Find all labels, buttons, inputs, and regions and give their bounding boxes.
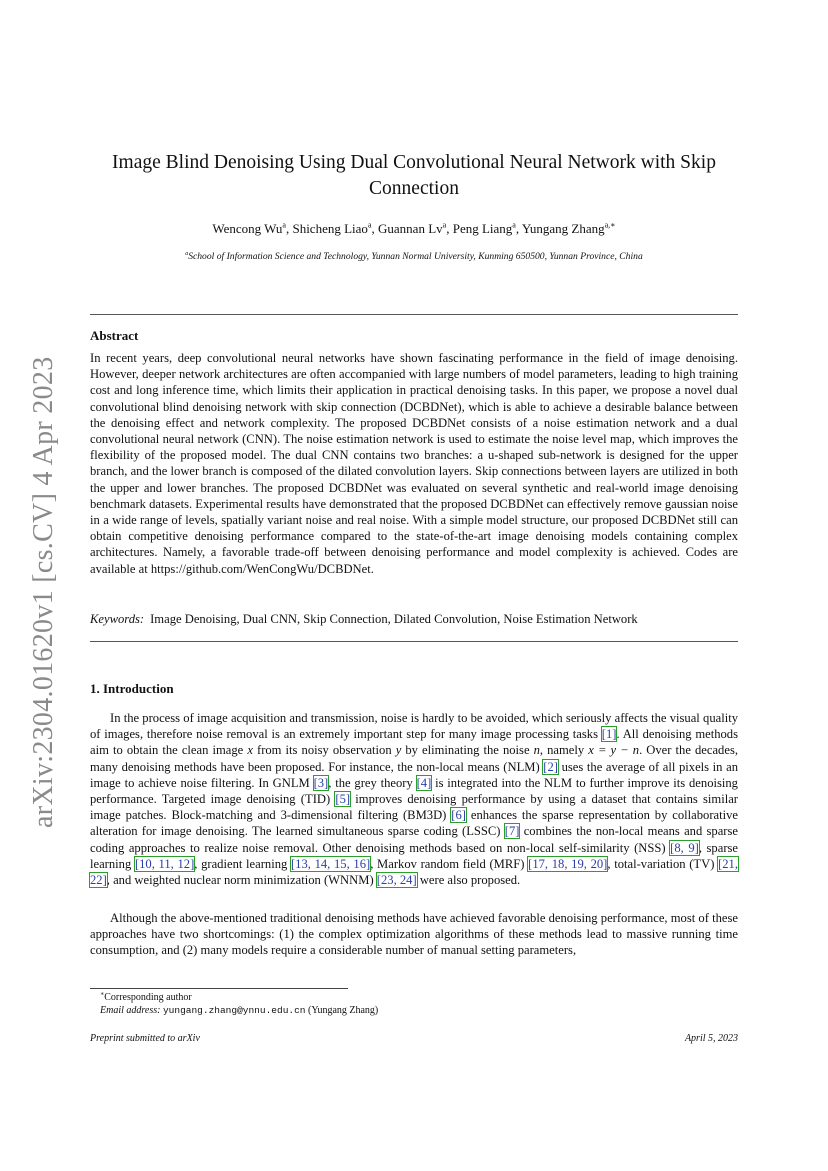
math-variable: y <box>395 743 402 758</box>
math-variable: n <box>533 743 540 758</box>
abstract-text: In recent years, deep convolutional neural networks have shown fascinating performance in the field of image denoising. However, deeper network architectures are often accompanied with large numbers of model parameters, leading to high training cost and long inference time, which limits their application in practical denoising tasks. In this paper, we propose a novel dual convolutional blind denoising network with skip connection (DCBDNet), which is able to achieve a desirable balance between the denoising effect and network complexity. The proposed DCBDNet consists of a noise estimation network and a dual convolutional neural network (CNN). The noise estimation network is used to estimate the noise level map, which improves the flexibility of the proposed model. The dual CNN contains two branches: a u-shaped sub-network is designed for the upper branch, and the lower branch is composed of the dilated convolution layers. Skip connections between layers are utilized in both the upper and lower branches. The proposed DCBDNet was evaluated on several synthetic and real-world image denoising benchmark datasets. Experimental results have demonstrated that the proposed DCBDNet can effectively remove gaussian noise in a wide range of levels, spatially variant noise and real noise. With a simple model structure, our proposed DCBDNet still can obtain competitive denoising performance compared to the state-of-the-art image denoising models containing complex architectures. Namely, a favorable trade-off between denoising performance and model complexity is achieved. Codes are available at https://github.com/WenCongWu/DCBDNet. <box>90 351 738 576</box>
email-owner: (Yungang Zhang) <box>308 1005 379 1016</box>
footer-date: April 5, 2023 <box>684 1033 738 1044</box>
citation-link[interactable]: [5] <box>335 792 351 807</box>
affiliation-mark: a <box>185 250 189 257</box>
citation-link[interactable]: [4] <box>416 775 432 790</box>
affiliation-text: School of Information Science and Technology, Yunnan Normal University, Kunming 650500, Yunnan Province, China <box>188 251 643 262</box>
citation-link[interactable]: [13, 14, 15, 16] <box>290 856 371 871</box>
arxiv-identifier: arXiv:2304.01620v1 [cs.CV] 4 Apr 2023 <box>28 356 59 828</box>
corresponding-author-note <box>90 991 738 1005</box>
abstract-bottom-rule <box>90 641 738 642</box>
citation-link[interactable]: [8, 9] <box>670 840 699 855</box>
citation-link[interactable]: [21, 22] <box>90 856 738 888</box>
author-name: Wencong Wu <box>212 221 283 236</box>
author-name: Guannan Lv <box>378 221 443 236</box>
author-list: Wencong Wu$^a$, Shicheng Liao$^a$, Guannan Lv$^a$, Peng Liang$^a$, Yungang Zhang$^{a,∗}$ <box>212 220 616 236</box>
paper-title: Image Blind Denoising Using Dual Convolutional Neural Network with Skip Connection <box>112 152 716 199</box>
introduction-heading: 1. Introduction <box>90 681 174 696</box>
author-name: Yungang Zhang <box>521 221 605 236</box>
author-affiliation-mark: a <box>512 220 516 230</box>
author-name: Peng Liang <box>452 221 513 236</box>
author-affiliation-mark: a,∗ <box>604 220 616 230</box>
email-note <box>90 1004 738 1018</box>
citation-link[interactable]: [6] <box>451 808 466 823</box>
citation-link[interactable]: [10, 11, 12] <box>134 856 195 871</box>
citation-link[interactable]: [17, 18, 19, 20] <box>528 856 608 871</box>
citation-link[interactable]: [2] <box>543 759 558 774</box>
keywords <box>90 611 738 627</box>
abstract-top-rule <box>90 314 738 315</box>
affiliation <box>100 250 728 264</box>
math-variable: x = y − n <box>588 743 640 758</box>
abstract-heading: Abstract <box>90 328 139 343</box>
introduction-paragraph-1: In the process of image acquisition and transmission, noise is hardly to be avoided, which seriously affects the visual quality of images, therefore noise removal is an extremely important step for many image processing tasks [1]. All denoising methods aim to obtain the clean image x from its noisy observation y by eliminating the noise n, namely x = y − n. Over the decades, many denoising methods have been proposed. For instance, the non-local means (NLM) [2] uses the average of all pixels in an image to achieve noise filtering. In GNLM [3], the grey theory [4] is integrated into the NLM to further improve its denoising performance. Targeted image denoising (TID) [5] improves denoising performance by using a dataset that contains similar image patches. Block-matching and 3-dimensional filtering (BM3D) [6] enhances the sparse representation by collaborative alteration for image denoising. The learned simultaneous sparse coding (LSSC) [7] combines the non-local means and sparse coding approaches to realize noise removal. Other denoising methods based on non-local self-similarity (NSS) [8, 9], sparse learning [10, 11, 12], gradient learning [13, 14, 15, 16], Markov random field (MRF) [17, 18, 19, 20], total-variation (TV) [21, 22], and weighted nuclear norm minimization (WNNM) [23, 24] were also proposed. <box>90 711 739 888</box>
author-name: Shicheng Liao <box>292 221 368 236</box>
citation-link[interactable]: [7] <box>504 824 520 839</box>
corresponding-mark: ∗ <box>100 990 105 998</box>
citation-link[interactable]: [1] <box>601 727 617 742</box>
author-affiliation-mark: a <box>442 220 447 230</box>
introduction-paragraph-2: Although the above-mentioned traditional denoising methods have achieved favorable denoising performance, most of these approaches have two shortcomings: (1) the complex optimization algorithms of these methods lead to massive running time consumption, and (2) many models require a considerable number of manual setting parameters, <box>90 911 738 958</box>
citation-link[interactable]: [23, 24] <box>376 873 417 888</box>
author-affiliation-mark: a <box>367 220 372 230</box>
email-address[interactable]: yungang.zhang@ynnu.edu.cn <box>162 1005 306 1016</box>
corresponding-text: Corresponding author <box>104 992 192 1003</box>
keywords-text: Image Denoising, Dual CNN, Skip Connection, Dilated Convolution, Noise Estimation Network <box>150 612 638 626</box>
author-affiliation-mark: a <box>282 220 286 230</box>
footnote-rule <box>90 988 348 989</box>
footer-preprint: Preprint submitted to arXiv <box>90 1033 200 1044</box>
email-label: Email address: <box>100 1005 161 1016</box>
keywords-label: Keywords: <box>90 612 145 626</box>
math-variable: x <box>247 743 253 758</box>
citation-link[interactable]: [3] <box>313 775 329 790</box>
